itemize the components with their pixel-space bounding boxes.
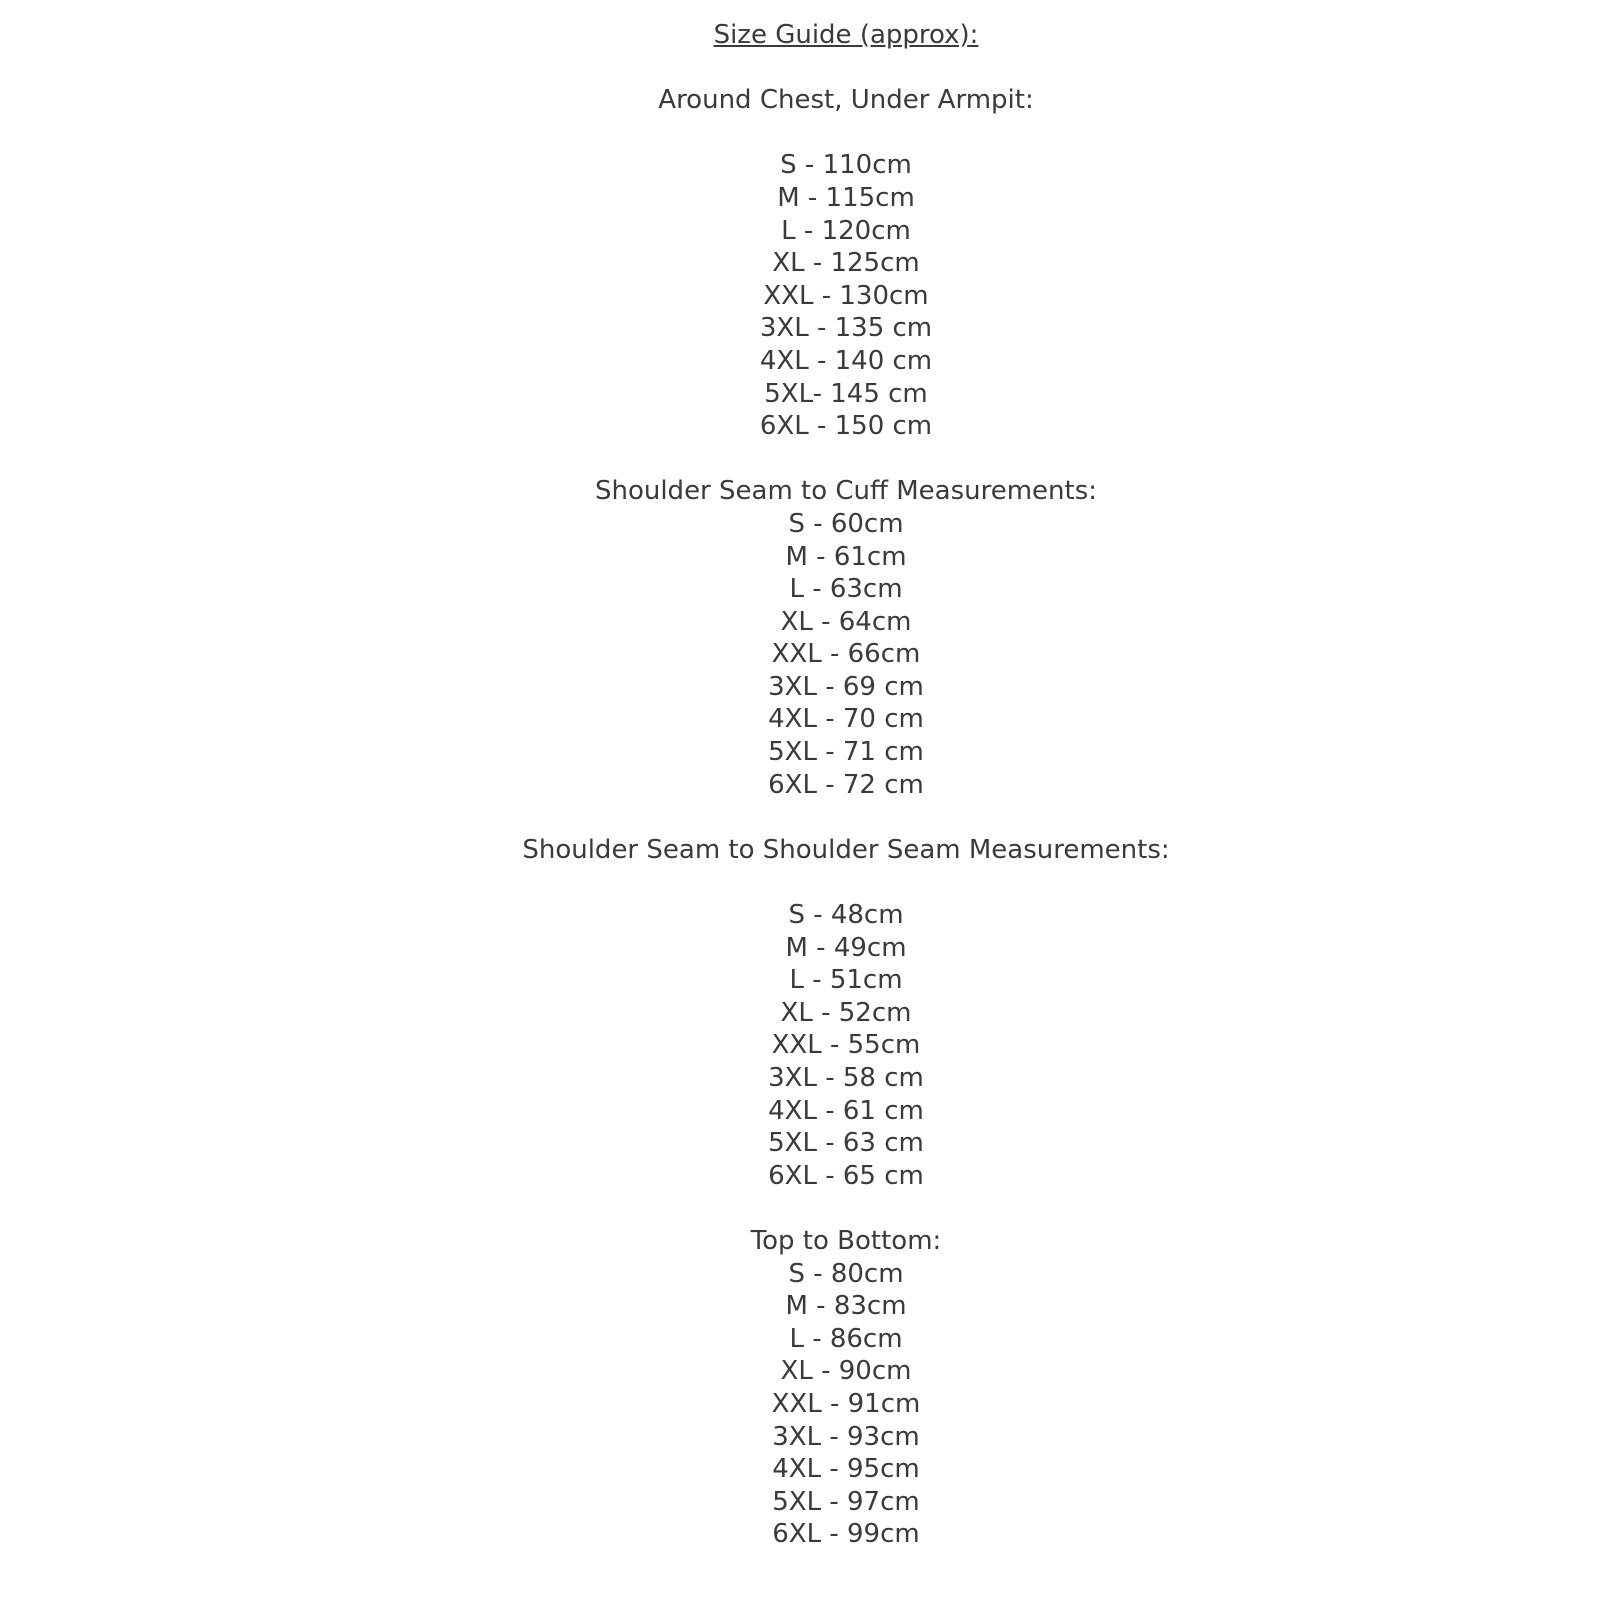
size-measurement: 4XL - 95cm bbox=[772, 1454, 920, 1485]
size-measurement: 5XL- 145 cm bbox=[764, 378, 928, 409]
size-measurement: M - 83cm bbox=[785, 1291, 907, 1322]
size-measurement: 4XL - 70 cm bbox=[768, 704, 924, 735]
section-heading: Around Chest, Under Armpit: bbox=[658, 85, 1034, 116]
section-heading: Shoulder Seam to Shoulder Seam Measurements: bbox=[522, 834, 1170, 865]
size-section bbox=[46, 834, 1600, 1193]
size-measurement: 6XL - 99cm bbox=[772, 1519, 920, 1550]
size-measurement: 4XL - 61 cm bbox=[768, 1095, 924, 1126]
size-measurement: XL - 64cm bbox=[780, 606, 912, 637]
size-measurement: L - 86cm bbox=[789, 1323, 903, 1354]
size-measurement: L - 63cm bbox=[789, 574, 903, 605]
size-guide-sections bbox=[46, 84, 1600, 1551]
size-measurement: 5XL - 63 cm bbox=[768, 1128, 924, 1159]
size-measurement: 6XL - 65 cm bbox=[768, 1160, 924, 1191]
size-measurement: S - 48cm bbox=[788, 900, 904, 931]
size-measurement: L - 120cm bbox=[781, 215, 911, 246]
size-measurement: 4XL - 140 cm bbox=[759, 345, 933, 376]
size-measurement: 3XL - 135 cm bbox=[759, 313, 933, 344]
size-measurement: S - 80cm bbox=[788, 1258, 904, 1289]
section-heading: Shoulder Seam to Cuff Measurements: bbox=[594, 476, 1098, 507]
size-measurement: M - 49cm bbox=[785, 932, 907, 963]
size-measurement: M - 115cm bbox=[777, 182, 915, 213]
size-measurement: XXL - 130cm bbox=[763, 280, 929, 311]
size-measurement: 5XL - 97cm bbox=[772, 1486, 920, 1517]
size-measurement: XL - 125cm bbox=[772, 248, 920, 279]
size-measurement: 3XL - 58 cm bbox=[768, 1063, 924, 1093]
size-measurement: 6XL - 150 cm bbox=[759, 411, 933, 442]
size-measurement: 3XL - 93cm bbox=[772, 1421, 920, 1452]
size-measurement: XXL - 55cm bbox=[771, 1030, 921, 1061]
size-measurement: XXL - 66cm bbox=[771, 639, 921, 670]
size-measurement: L - 51cm bbox=[789, 965, 903, 996]
size-measurement: S - 110cm bbox=[780, 150, 912, 181]
size-section bbox=[46, 84, 1600, 443]
size-section bbox=[46, 475, 1600, 801]
size-guide-document bbox=[46, 0, 1600, 1551]
section-heading: Top to Bottom: bbox=[750, 1225, 942, 1256]
size-measurement: 6XL - 72 cm bbox=[768, 769, 924, 800]
size-measurement: 5XL - 71 cm bbox=[768, 737, 924, 768]
size-measurement: 3XL - 69 cm bbox=[768, 671, 924, 702]
size-measurement: XL - 90cm bbox=[780, 1356, 912, 1387]
size-measurement: M - 61cm bbox=[785, 541, 907, 572]
size-measurement: XL - 52cm bbox=[780, 997, 912, 1028]
size-section bbox=[46, 1225, 1600, 1551]
size-measurement: XXL - 91cm bbox=[771, 1388, 921, 1419]
page-title: Size Guide (approx): bbox=[713, 20, 979, 50]
size-measurement: S - 60cm bbox=[788, 508, 904, 539]
